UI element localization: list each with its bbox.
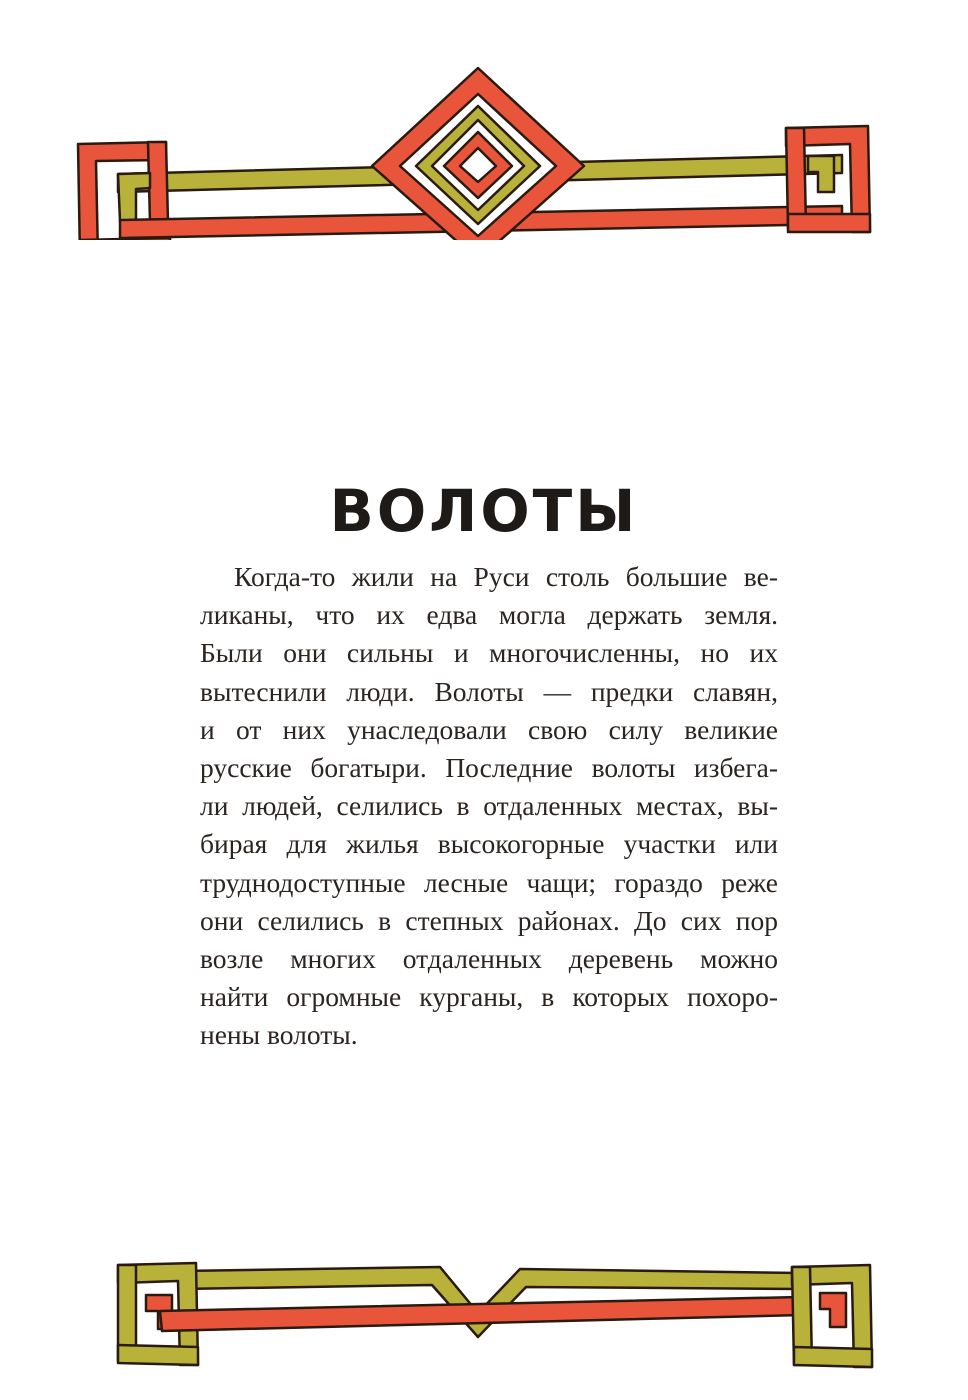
paragraph-line: они селились в степных районах. До сих пор [200, 904, 778, 936]
paragraph-line: бирая для жилья высокогорные участки или [200, 828, 778, 860]
paragraph-line: возле многих отдаленных деревень можно [200, 943, 778, 975]
bottom-ornament-icon [0, 1255, 968, 1370]
paragraph-line: труднодоступные лесные чащи; гораздо реже [200, 866, 778, 898]
paragraph-line: и от них унаследовали свою силу великие [200, 713, 778, 745]
paragraph-line: нены волоты. [200, 1019, 358, 1051]
top-ornament-icon [0, 60, 968, 240]
page-title: ВОЛОТЫ [329, 476, 639, 545]
body-paragraph [200, 558, 778, 1055]
paragraph-line: вытеснили люди. Волоты — предки славян, [200, 675, 778, 707]
paragraph-line: ликаны, что их едва могла держать земля. [200, 599, 778, 631]
paragraph-line: ли людей, селились в отдаленных местах, вы- [200, 790, 778, 822]
paragraph-line: Были они сильны и многочисленны, но их [200, 637, 778, 669]
paragraph-line: найти огромные курганы, в которых похоро- [200, 981, 778, 1013]
paragraph-line: Когда-то жили на Руси столь большие ве- [234, 561, 778, 592]
paragraph-line: русские богатыри. Последние волоты избега- [200, 752, 778, 784]
